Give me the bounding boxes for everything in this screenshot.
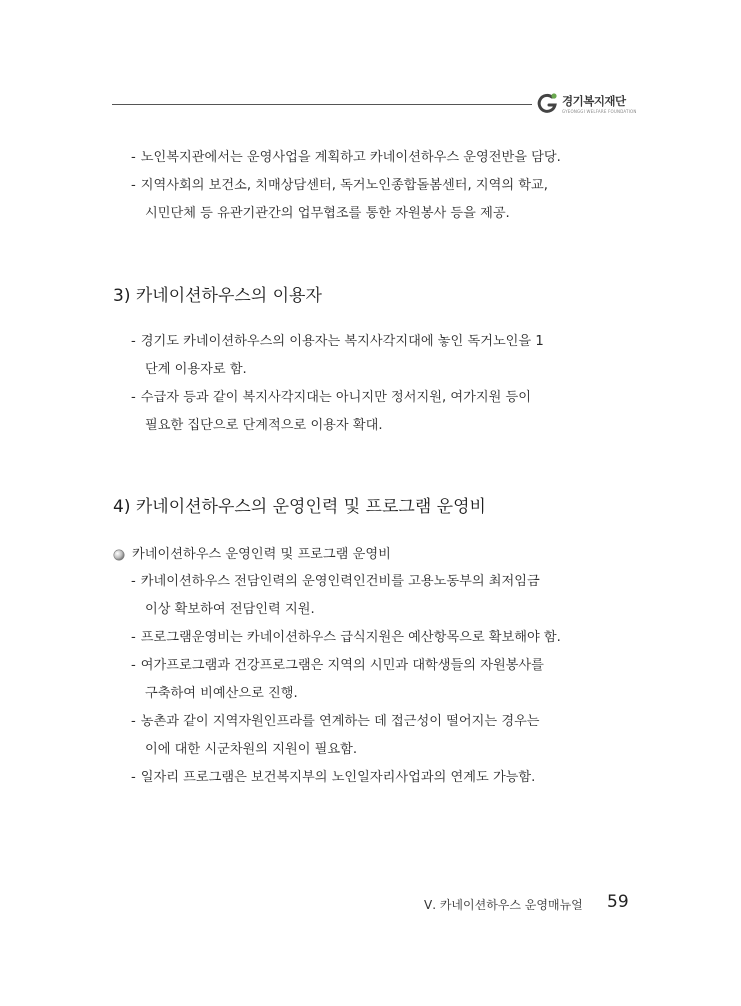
list-item-text: 경기도 카네이션하우스의 이용자는 복지사각지대에 놓인 독거노인을 1 (140, 334, 544, 349)
list-item-continuation: 이상 확보하여 전담인력 지원. (145, 602, 315, 617)
list-item (131, 575, 540, 588)
list-item-continuation: 시민단체 등 유관기관간의 업무협조를 통한 자원봉사 등을 제공. (145, 206, 510, 221)
dash-marker: - (131, 334, 136, 349)
section-3-heading: 3) 카네이션하우스의 이용자 (113, 286, 322, 306)
foundation-logo (536, 88, 636, 118)
list-item-continuation: 구축하여 비예산으로 진행. (145, 686, 298, 701)
logo-text: 경기복지재단 (562, 94, 626, 108)
list-item (131, 179, 548, 192)
list-item-text: 수급자 등과 같이 복지사각지대는 아니지만 정서지원, 여가지원 등이 (140, 390, 531, 405)
list-item (131, 771, 535, 784)
dash-marker: - (131, 770, 136, 785)
list-item-continuation: 필요한 집단으로 단계적으로 이용자 확대. (145, 418, 383, 433)
dash-marker: - (131, 630, 136, 645)
header-rule (112, 104, 532, 105)
list-item-text: 지역사회의 보건소, 치매상담센터, 독거노인종합돌봄센터, 지역의 학교, (140, 178, 548, 193)
list-item (131, 715, 540, 728)
list-item-text: 일자리 프로그램은 보건복지부의 노인일자리사업과의 연계도 가능함. (140, 770, 536, 785)
list-item-text: 여가프로그램과 건강프로그램은 지역의 시민과 대학생들의 자원봉사를 (140, 658, 544, 673)
list-item (131, 391, 531, 404)
bullet-heading: 카네이션하우스 운영인력 및 프로그램 운영비 (132, 547, 391, 562)
list-item-text: 프로그램운영비는 카네이션하우스 급식지원은 예산항목으로 확보해야 함. (140, 630, 561, 645)
dash-marker: - (131, 714, 136, 729)
list-item-continuation: 이에 대한 시군차원의 지원이 필요함. (145, 742, 358, 757)
circle-bullet-icon (113, 549, 125, 561)
list-item-continuation: 단계 이용자로 함. (145, 362, 247, 377)
dash-marker: - (131, 150, 136, 165)
page-number: 59 (607, 892, 629, 912)
dash-marker: - (131, 390, 136, 405)
dash-marker: - (131, 574, 136, 589)
list-item (131, 631, 561, 644)
list-item-text: 농촌과 같이 지역자원인프라를 연계하는 데 접근성이 떨어지는 경우는 (140, 714, 540, 729)
dash-marker: - (131, 178, 136, 193)
dash-marker: - (131, 658, 136, 673)
logo-mark-icon (536, 90, 560, 116)
logo-subtext: GYEONGGI WELFARE FOUNDATION (562, 109, 637, 114)
footer-chapter-title: Ⅴ. 카네이션하우스 운영매뉴얼 (424, 898, 583, 912)
list-item-text: 노인복지관에서는 운영사업을 계획하고 카네이션하우스 운영전반을 담당. (140, 150, 561, 165)
list-item-text: 카네이션하우스 전담인력의 운영인력인건비를 고용노동부의 최저임금 (140, 574, 540, 589)
list-item (131, 659, 544, 672)
section-4-heading: 4) 카네이션하우스의 운영인력 및 프로그램 운영비 (113, 497, 486, 517)
list-item (131, 151, 561, 164)
list-item (131, 335, 544, 348)
